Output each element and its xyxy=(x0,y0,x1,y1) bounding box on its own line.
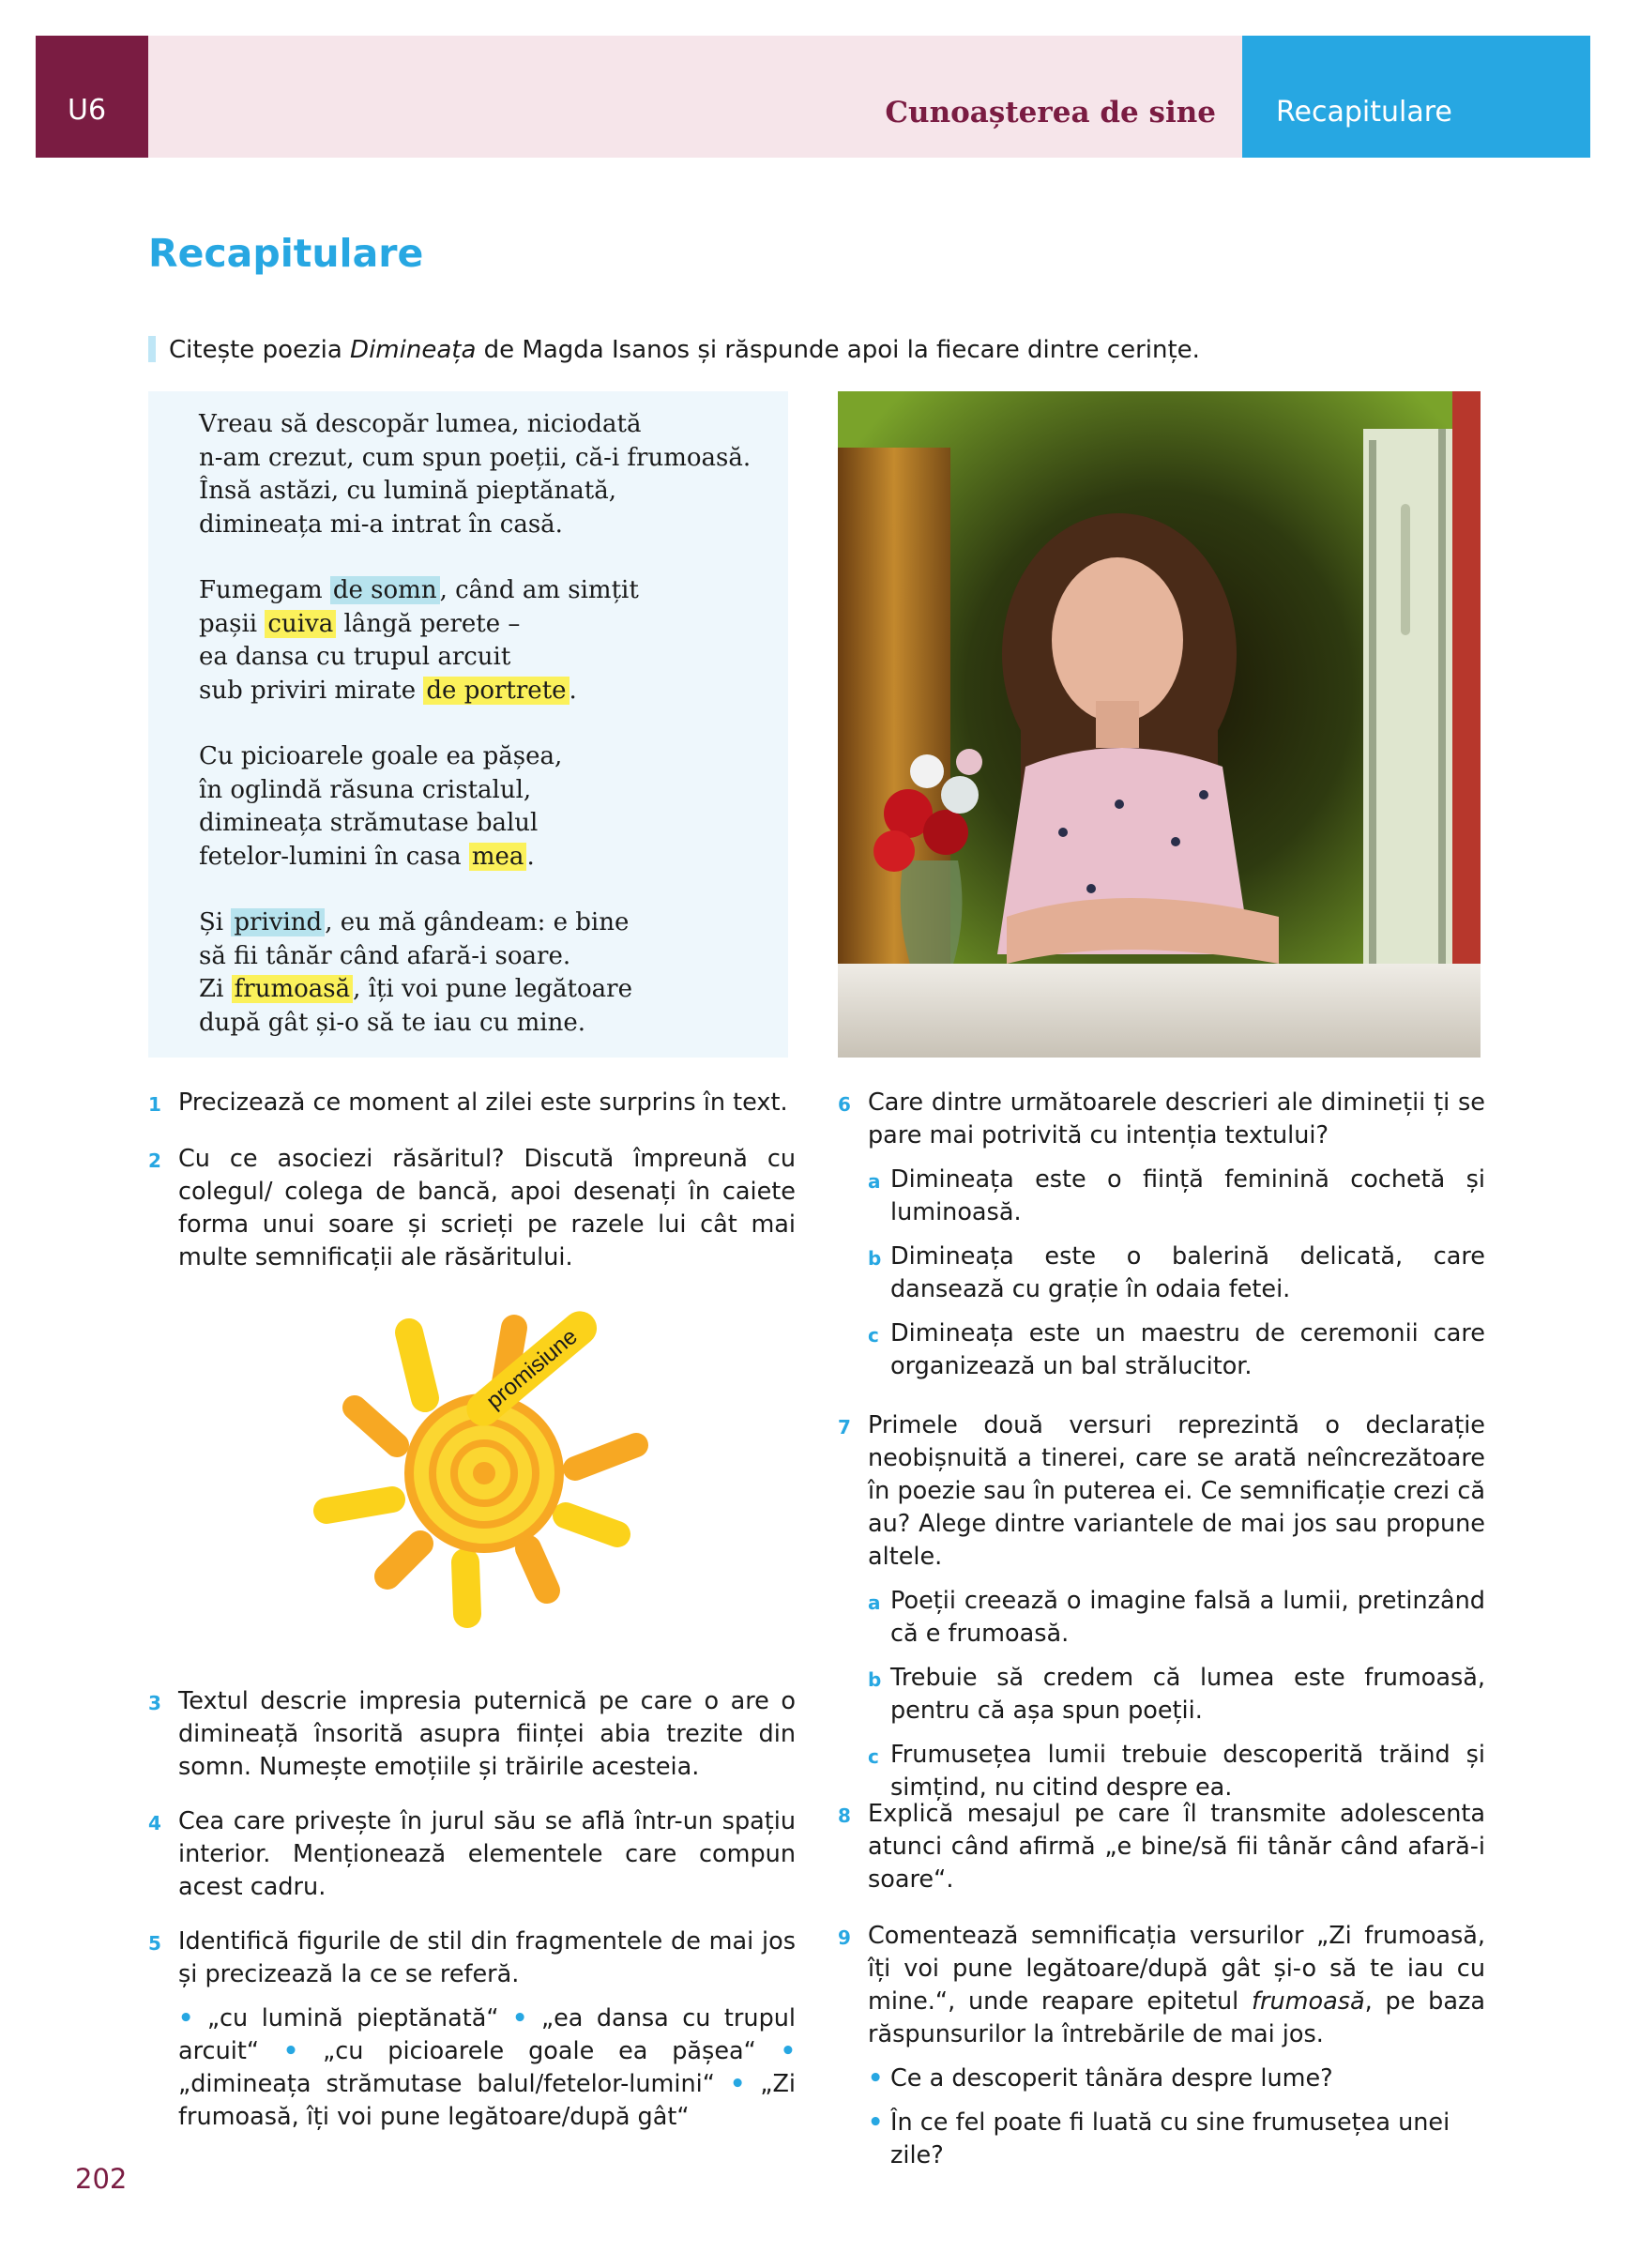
stanza-4 xyxy=(199,906,751,1040)
poem-line: fetelor-lumini în casa mea . xyxy=(199,842,535,871)
highlight-word: de portrete xyxy=(423,677,569,705)
bullet-item: • În ce fel poate fi luată cu sine frumusețea unei zile? xyxy=(868,2108,1450,2169)
option-c: c Dimineața este un maestru de ceremonii care organizează un bal strălucitor. xyxy=(868,1319,1485,1380)
highlight-word: frumoasă xyxy=(232,975,353,1003)
section-title: Recapitulare xyxy=(1276,96,1452,129)
question-text: Cea care privește în jurul său se află într-un spațiu interior. Menționează elementele care compun acest cadru. xyxy=(178,1807,796,1901)
poem-line: dimineața mi-a intrat în casă. xyxy=(199,510,563,539)
intro-instruction: Citește poezia Dimineața de Magda Isanos și răspunde apoi la fiecare dintre cerințe. xyxy=(148,334,1200,366)
question-3 xyxy=(148,1685,796,1784)
question-number: 2 xyxy=(148,1149,161,1172)
section-band xyxy=(1242,36,1590,158)
chapter-title: Cunoașterea de sine xyxy=(885,96,1216,129)
question-number: 3 xyxy=(148,1692,161,1714)
fragment: „Zi frumoasă, îți voi pune legătoare/după gât“ xyxy=(178,2070,797,2131)
stanza-2 xyxy=(199,574,751,708)
option-b: b Dimineața este o balerină delicată, care dansează cu grație în odaia fetei. xyxy=(868,1242,1485,1303)
poem xyxy=(199,408,751,1040)
question-text: Explică mesajul pe care îl transmite adolescenta atunci când afirmă „e bine/să fii tânăr când afară-i soare“. xyxy=(868,1800,1485,1894)
poem-line: Și privind , eu mă gândeam: e bine xyxy=(199,908,630,936)
poem-line: Zi frumoasă , îți voi pune legătoare xyxy=(199,975,632,1003)
poem-line: ea dansa cu trupul arcuit xyxy=(199,643,511,671)
option-a: a Poeții creează o imagine falsă a lumii, pretinzând că e frumoasă. xyxy=(868,1587,1485,1648)
question-text: Primele două versuri reprezintă o declarație neobișnuită a tinerei, care se arată neîncrezătoare în poezie sau în puterea ei. Ce semnificație crezi că au? Alege dintre variantele de mai jos sau propune altele. xyxy=(868,1411,1485,1571)
question-6 xyxy=(838,1087,1485,1383)
question-5 xyxy=(148,1926,796,2134)
question-4 xyxy=(148,1805,796,1904)
question-7 xyxy=(838,1409,1485,1804)
chapter-band xyxy=(148,36,1242,158)
question-9 xyxy=(838,1920,1485,2172)
poem-line: în oglindă răsuna cristalul, xyxy=(199,775,532,804)
question-text: Comentează semnificația versurilor „Zi frumoasă, îți voi pune legătoare/după gât și-o să te iau cu mine.“, unde reapare epitetul frumoasă, pe baza răspunsurilor la întrebările de mai jos. xyxy=(868,1922,1485,2048)
unit-label: U6 xyxy=(68,94,107,127)
fragment: „cu picioarele goale ea pășea“ xyxy=(323,2037,756,2065)
poem-line: pașii cuiva lângă perete – xyxy=(199,609,521,638)
page-number: 202 xyxy=(75,2163,128,2195)
intro-marker xyxy=(148,336,156,362)
poem-box xyxy=(148,391,788,1058)
fragment: „cu lumină pieptănată“ xyxy=(206,2004,499,2032)
question-number: 4 xyxy=(148,1812,161,1834)
stanza-1 xyxy=(199,408,751,541)
highlight-word: mea xyxy=(469,843,527,871)
work-title: Dimineața xyxy=(350,336,477,364)
girl-at-window-photo xyxy=(838,391,1481,1058)
poem-line: Cu picioarele goale ea pășea, xyxy=(199,742,563,770)
question-number: 6 xyxy=(838,1093,851,1116)
poem-line: sub priviri mirate de portrete . xyxy=(199,676,577,705)
highlight-word: cuiva xyxy=(265,610,336,638)
question-number: 5 xyxy=(148,1932,161,1955)
question-8 xyxy=(838,1798,1485,1896)
sun-ray-label: promisiune xyxy=(481,1323,583,1414)
poem-line: Fumegam de somn , când am simțit xyxy=(199,576,639,604)
poem-line: Însă astăzi, cu lumină pieptănată, xyxy=(199,477,616,505)
question-text: Care dintre următoarele descrieri ale dimineții ți se pare mai potrivită cu intenția textului? xyxy=(868,1088,1485,1149)
bullet-item: • Ce a descoperit tânăra despre lume? xyxy=(868,2064,1333,2093)
stanza-3 xyxy=(199,740,751,874)
question-number: 8 xyxy=(838,1804,851,1827)
option-a: a Dimineața este o ființă feminină cochetă și luminoasă. xyxy=(868,1165,1485,1226)
fragment: „ea dansa cu trupul arcuit“ xyxy=(178,2004,797,2065)
highlight-word: de somn xyxy=(330,576,440,604)
question-text: Identifică figurile de stil din fragmentele de mai jos și precizează la ce se referă. xyxy=(178,1927,796,1988)
question-text: Precizează ce moment al zilei este surprins în text. xyxy=(178,1088,788,1117)
poem-line: să fii tânăr când afară-i soare. xyxy=(199,941,571,970)
poem-line: n-am crezut, cum spun poeții, că-i frumoasă. xyxy=(199,443,752,472)
unit-badge xyxy=(36,36,148,158)
sun-drawing xyxy=(298,1295,674,1652)
question-text: Textul descrie impresia puternică pe care o are o dimineață însorită asupra ființei abia trezite din somn. Numește emoțiile și trăirile acesteia. xyxy=(178,1687,796,1781)
question-number: 7 xyxy=(838,1416,851,1438)
question-number: 9 xyxy=(838,1926,851,1949)
question-1 xyxy=(148,1087,796,1119)
poem-line: după gât și-o să te iau cu mine. xyxy=(199,1008,585,1037)
option-b: b Trebuie să credem că lumea este frumoasă, pentru că așa spun poeții. xyxy=(868,1664,1485,1725)
question-text: Cu ce asociezi răsăritul? Discută împreună cu colegul/ colega de bancă, apoi desenați în caiete forma unui soare și scrieți pe razele lui cât mai multe semnificații ale răsăritului. xyxy=(178,1145,796,1271)
page-title: Recapitulare xyxy=(148,231,424,276)
page-header xyxy=(36,36,1590,158)
option-c: c Frumusețea lumii trebuie descoperită trăind și simțind, nu citind despre ea. xyxy=(868,1741,1485,1802)
figures-list: • „cu lumină pieptănată“ • „ea dansa cu trupul arcuit“ • „cu picioarele goale ea pășea“ • „dimineața strămutase balul/fetelor-lumini“ • „Zi frumoasă, îți voi pune legătoare/după gât“ xyxy=(178,2004,797,2131)
fragment: „dimineața strămutase balul/fetelor-lumini“ xyxy=(178,2070,715,2098)
poem-line: Vreau să descopăr lumea, niciodată xyxy=(199,410,642,438)
question-2 xyxy=(148,1143,796,1274)
question-number: 1 xyxy=(148,1093,161,1116)
poem-line: dimineața strămutase balul xyxy=(199,809,539,837)
highlight-word: privind xyxy=(231,908,325,936)
